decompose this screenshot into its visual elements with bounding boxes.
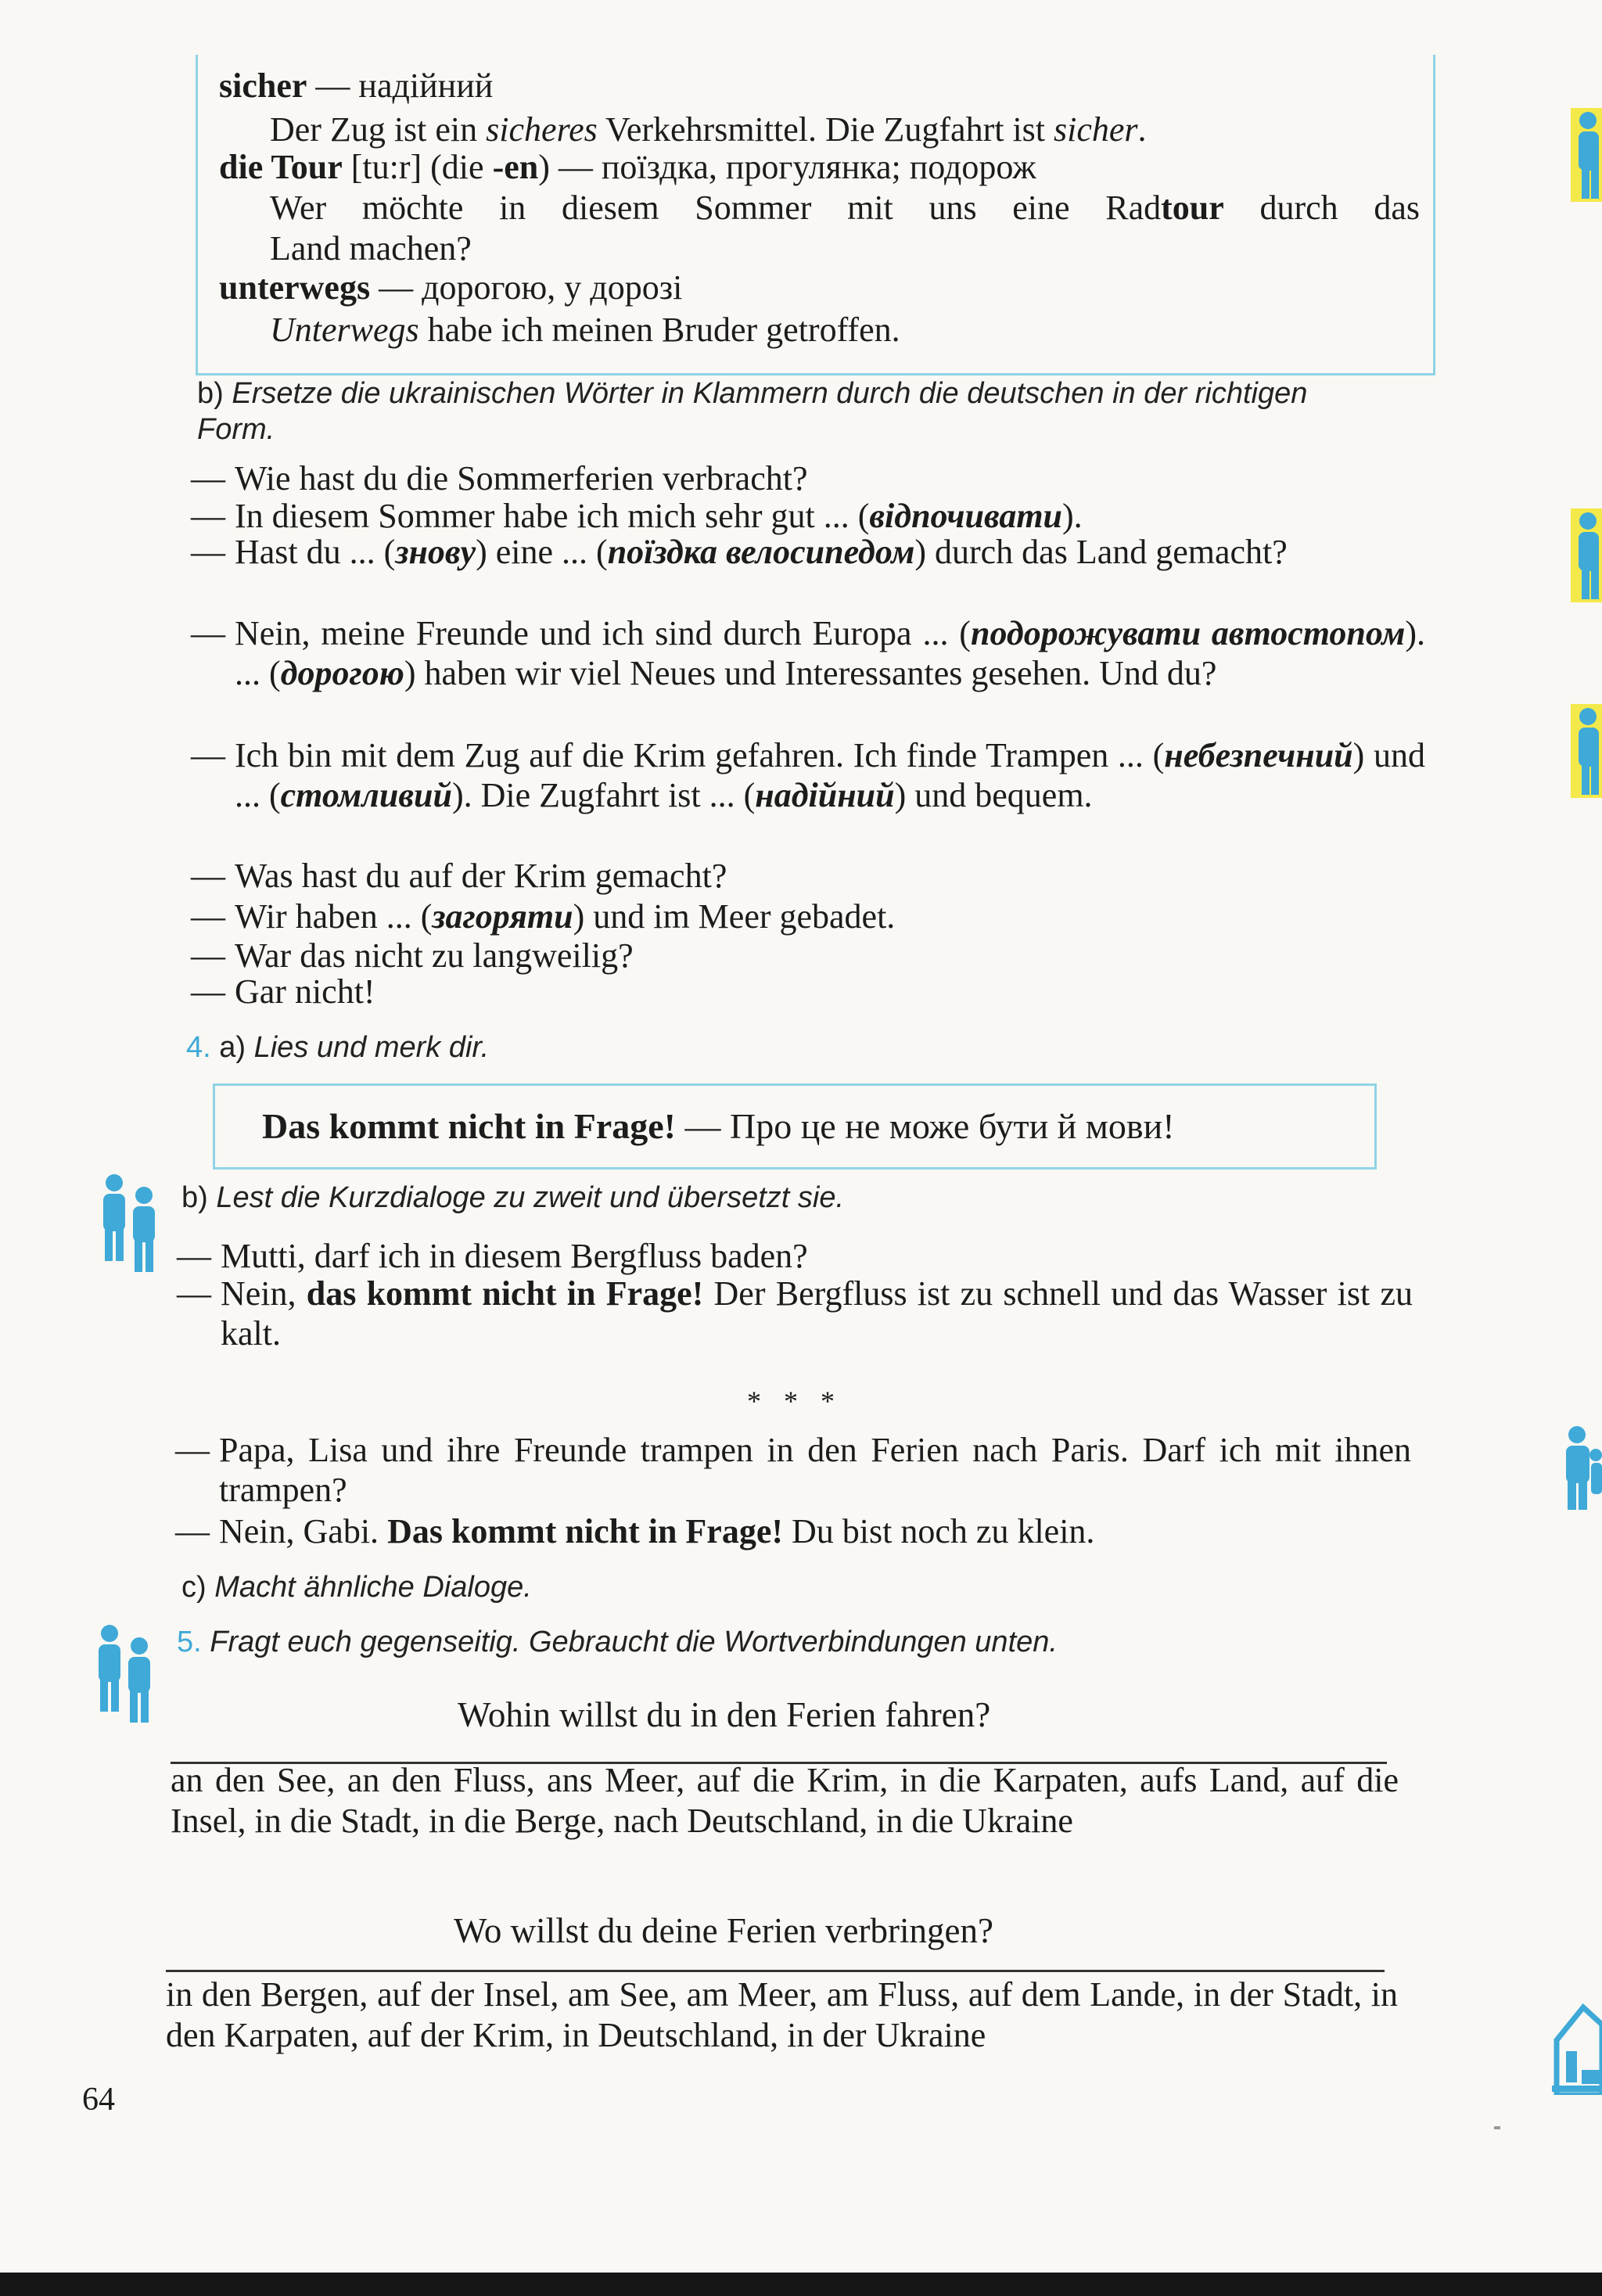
task-number: 5. <box>177 1626 202 1658</box>
task-text: Ersetze die ukrainischen Wörter in Klammern durch die deutschen in der richtigen <box>232 377 1308 410</box>
dialogue-text <box>221 1237 808 1275</box>
ukrainian-hint: подорожувати автостопом <box>970 614 1406 652</box>
answers-1: an den See, an den Fluss, ans Meer, auf die Krim, in die Karpaten, aufs Land, auf die Insel, in die Stadt, in die Berge, nach Deutschland, in die Ukraine <box>171 1761 1399 1840</box>
dialogue-line <box>191 496 1425 536</box>
ukrainian-hint: небезпечний <box>1164 736 1353 774</box>
dialogue-dash: — <box>191 897 225 936</box>
task-label: b) <box>181 1181 217 1214</box>
bold-phrase: Das kommt nicht in Frage! <box>387 1512 784 1550</box>
text-run: Wie hast du die Sommerferien verbracht? <box>235 459 808 498</box>
text-run: ). Die Zugfahrt ist ... ( <box>451 776 756 814</box>
dialogue-dash: — <box>191 459 225 498</box>
text-run: ) durch das Land gemacht? <box>914 533 1288 571</box>
ukrainian-hint: надійний <box>755 776 895 814</box>
dialogue-text <box>235 897 895 936</box>
vocab-plural-ending: -en <box>492 148 539 186</box>
dialogue-line <box>175 1430 1411 1510</box>
ukrainian-hint: відпочивати <box>869 497 1063 535</box>
task-4c-instruction <box>181 1569 532 1605</box>
vocab-pronunciation: [tu:r] (die <box>342 148 493 186</box>
text-run: Der Zug ist ein <box>270 110 487 149</box>
vocab-word: unterwegs <box>219 268 371 307</box>
dialogue-text <box>235 614 1425 692</box>
dialogue-dash: — <box>191 736 225 774</box>
dialogue-dash: — <box>175 1431 210 1469</box>
text-run: Wer möchte in diesem Sommer mit uns eine Rad <box>270 189 1162 227</box>
separator-stars: * * * <box>747 1385 842 1417</box>
home-icon <box>1552 1993 1602 2095</box>
text-run: habe ich meinen Bruder getroffen. <box>418 311 900 349</box>
dialogue-text <box>219 1512 1094 1550</box>
person-icon <box>1571 704 1602 798</box>
vocab-example: Land machen? <box>270 229 472 268</box>
text-run: Du bist noch zu klein. <box>783 1512 1095 1550</box>
vocab-entry-sicher <box>219 66 493 106</box>
person-icon <box>1571 108 1602 202</box>
pair-work-icon <box>95 1173 163 1275</box>
text-run: ) haben wir viel Neues und Interessantes gesehen. Und du? <box>404 654 1217 692</box>
task-number: 4. <box>186 1031 211 1064</box>
dialogue-dash: — <box>191 533 225 571</box>
dialogue-text <box>235 459 808 498</box>
dialogue-text <box>221 1274 1413 1353</box>
dialogue-dash: — <box>191 614 225 652</box>
text-run: Was hast du auf der Krim gemacht? <box>235 857 727 895</box>
dialogue-line <box>191 856 1425 896</box>
text-run: Papa, Lisa und ihre Freunde trampen in den Ferien nach Paris. Darf ich mit ihnen trampen? <box>219 1431 1411 1509</box>
dialogue-line <box>191 972 1425 1011</box>
bold-phrase: tour <box>1161 189 1224 227</box>
dialogue-line <box>177 1274 1413 1353</box>
vocab-word: die Tour <box>219 148 343 186</box>
text-run: ). ... ( <box>235 614 1425 692</box>
ukrainian-hint: дорогою <box>280 654 404 692</box>
divider-rule <box>166 1970 1385 1972</box>
task-3b-instruction <box>197 375 1433 447</box>
task-text: Macht ähnliche Dialoge. <box>214 1571 532 1604</box>
task-text: Lest die Kurzdialoge zu zweit und übersetzt sie. <box>216 1181 845 1214</box>
person-icon <box>1571 508 1602 602</box>
ukrainian-hint: поїздка велосипедом <box>607 533 915 571</box>
vocab-translation: — надійний <box>307 66 494 105</box>
task-text: Fragt euch gegenseitig. Gebraucht die Wortverbindungen unten. <box>201 1626 1058 1658</box>
person-icon <box>1561 1424 1602 1511</box>
vocab-word: sicher <box>219 66 307 105</box>
task-label: a) <box>210 1031 254 1064</box>
answers-2: in den Bergen, auf der Insel, am See, am Meer, am Fluss, auf dem Lande, in der Stadt, in den Karpaten, auf der Krim, in Deutschland, in der Ukraine <box>166 1975 1398 2054</box>
scan-bottom-edge <box>0 2273 1602 2296</box>
question-1: Wohin willst du in den Ferien fahren? <box>458 1695 991 1734</box>
text-run: ). <box>1062 497 1083 535</box>
dialogue-text <box>235 533 1288 571</box>
dialogue-text <box>235 972 375 1011</box>
scan-mark <box>1494 2126 1500 2129</box>
dialogue-line <box>191 896 1425 936</box>
text-run: durch das <box>1223 189 1420 227</box>
dialogue-text <box>235 857 727 895</box>
italic-word: Unterwegs <box>270 311 419 349</box>
dialogue-line <box>191 532 1425 572</box>
vocab-translation: ) — поїздка, прогулянка; подорож <box>538 148 1036 186</box>
dialogue-dash: — <box>191 497 225 535</box>
dialogue-line <box>191 936 1425 976</box>
dialogue-line <box>191 458 1425 498</box>
text-run: Der Bergfluss ist zu schnell und das Wasser ist zu kalt. <box>221 1274 1413 1353</box>
text-run: In diesem Sommer habe ich mich sehr gut ... ( <box>235 497 870 535</box>
vocab-example <box>270 110 1147 150</box>
text-run: Hast du ... ( <box>235 533 396 571</box>
phrase-translation: — Про це не може бути й мови! <box>675 1106 1175 1146</box>
dialogue-line <box>191 735 1425 815</box>
task-text: Lies und merk dir. <box>253 1031 490 1064</box>
page-number: 64 <box>82 2082 115 2118</box>
text-run: Nein, <box>221 1274 307 1313</box>
vocab-example <box>270 310 900 350</box>
dialogue-line <box>175 1511 1411 1551</box>
phrase-german: Das kommt nicht in Frage! <box>262 1106 676 1146</box>
text-run: ) und im Meer gebadet. <box>573 897 896 936</box>
vocab-entry-unterwegs <box>219 268 682 308</box>
task-5-instruction <box>177 1624 1058 1660</box>
text-run: Gar nicht! <box>235 972 375 1011</box>
task-4b-instruction <box>181 1180 844 1216</box>
dialogue-dash: — <box>191 936 225 975</box>
task-label: b) <box>197 377 232 410</box>
dialogue-line <box>191 613 1425 693</box>
text-run: Verkehrsmittel. Die Zugfahrt ist <box>597 110 1054 149</box>
vocab-translation: — дорогою, у дорозі <box>370 268 683 307</box>
text-run: Mutti, darf ich in diesem Bergfluss baden? <box>221 1237 808 1275</box>
text-run: Nein, meine Freunde und ich sind durch Europa ... ( <box>235 614 971 652</box>
dialogue-text <box>235 497 1083 535</box>
dialogue-dash: — <box>191 857 225 895</box>
dialogue-text <box>235 736 1425 814</box>
italic-word: sicher <box>1054 110 1138 149</box>
text-run: ) und bequem. <box>894 776 1093 814</box>
phrase-box <box>213 1083 1377 1170</box>
dialogue-dash: — <box>177 1274 211 1313</box>
vocab-entry-tour <box>219 147 1036 188</box>
task-label: c) <box>181 1571 215 1604</box>
dialogue-dash: — <box>191 972 225 1011</box>
vocab-example <box>270 188 1420 228</box>
text-run: Ich bin mit dem Zug auf die Krim gefahren. Ich finde Trampen ... ( <box>235 736 1165 774</box>
dialogue-text <box>219 1431 1411 1509</box>
text-run: War das nicht zu langweilig? <box>235 936 634 975</box>
ukrainian-hint: стомливий <box>280 776 452 814</box>
dialogue-dash: — <box>175 1512 210 1550</box>
italic-word: sicheres <box>486 110 598 149</box>
text-run: ) und ... ( <box>235 736 1425 814</box>
ukrainian-hint: знову <box>395 533 476 571</box>
text-run: . <box>1137 110 1147 149</box>
task-4a-instruction <box>186 1029 489 1065</box>
dialogue-dash: — <box>177 1237 211 1275</box>
text-run: ) eine ... ( <box>476 533 608 571</box>
bold-phrase: das kommt nicht in Frage! <box>306 1274 704 1313</box>
pair-work-icon <box>91 1624 158 1726</box>
dialogue-line <box>177 1236 1413 1276</box>
text-run: Nein, Gabi. <box>219 1512 388 1550</box>
question-2: Wo willst du deine Ferien verbringen? <box>454 1911 993 1950</box>
task-text: Form. <box>197 413 275 446</box>
text-run: Wir haben ... ( <box>235 897 433 936</box>
dialogue-text <box>235 936 634 975</box>
ukrainian-hint: загоряти <box>432 897 573 936</box>
